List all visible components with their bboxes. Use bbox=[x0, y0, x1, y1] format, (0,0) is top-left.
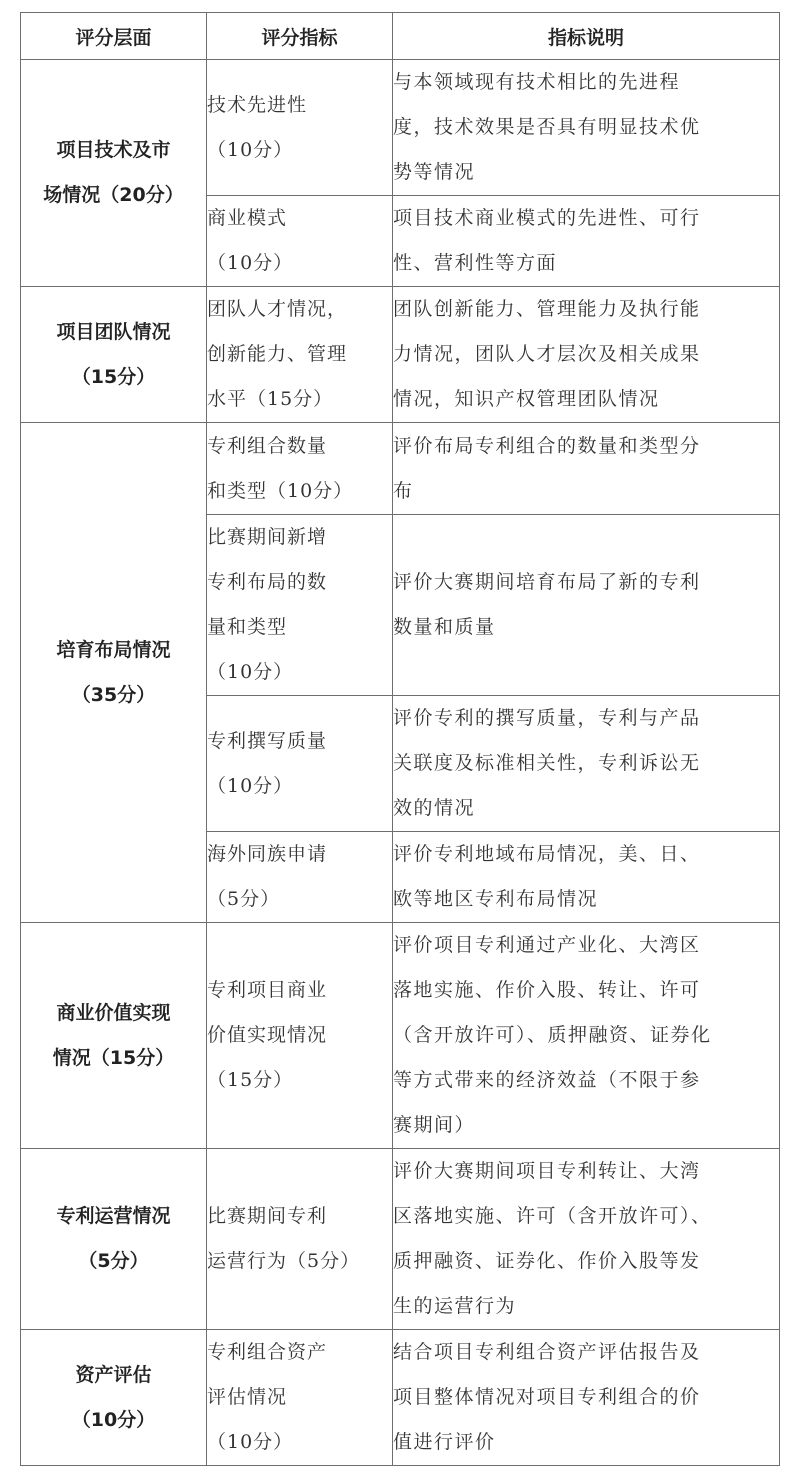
metric-description-text: 关联度及标准相关性，专利诉讼无 bbox=[393, 752, 701, 774]
scoring-metric-text: （10分） bbox=[207, 138, 294, 161]
metric-description-text: 效的情况 bbox=[393, 797, 476, 819]
metric-description-text: 布 bbox=[393, 479, 414, 502]
table-row bbox=[21, 287, 780, 423]
metric-description-text: 情况，知识产权管理团队情况 bbox=[393, 388, 660, 410]
header-row bbox=[21, 13, 780, 60]
scoring-metric-cell bbox=[207, 696, 393, 832]
scoring-level-cell bbox=[21, 923, 207, 1149]
table-row bbox=[21, 923, 780, 1149]
scoring-metric-text: 创新能力、管理 bbox=[207, 343, 348, 365]
header-description: 指标说明 bbox=[393, 13, 780, 60]
scoring-level-cell bbox=[21, 1149, 207, 1330]
scoring-metric-text: （10分） bbox=[207, 661, 294, 683]
scoring-metric-cell bbox=[207, 423, 393, 515]
scoring-criteria-table bbox=[20, 12, 780, 1466]
metric-description-cell bbox=[393, 923, 780, 1149]
metric-description-cell bbox=[393, 196, 780, 287]
scoring-metric-cell bbox=[207, 1149, 393, 1330]
metric-description-text: 力情况，团队人才层次及相关成果 bbox=[393, 343, 701, 365]
scoring-metric-text: 专利撰写质量 bbox=[207, 729, 328, 752]
scoring-metric-text: 评估情况 bbox=[207, 1386, 288, 1408]
scoring-level-text: 资产评估 bbox=[75, 1363, 152, 1386]
scoring-metric-text: （10分） bbox=[207, 774, 294, 797]
metric-description-text: 评价大赛期间培育布局了新的专利 bbox=[393, 571, 701, 593]
scoring-metric-text: 价值实现情况 bbox=[207, 1024, 328, 1046]
metric-description-text: 度，技术效果是否具有明显技术优 bbox=[393, 116, 701, 138]
metric-description-cell bbox=[393, 1330, 780, 1466]
scoring-level-text: 项目技术及市 bbox=[56, 139, 171, 161]
header-level: 评分层面 bbox=[21, 13, 207, 60]
scoring-metric-cell bbox=[207, 1330, 393, 1466]
metric-description-text: 区落地实施、许可（含开放许可）、 bbox=[393, 1205, 712, 1227]
scoring-level-text: （5分） bbox=[78, 1250, 149, 1272]
scoring-level-text: 培育布局情况 bbox=[56, 638, 171, 661]
metric-description-text: 评价专利地域布局情况，美、日、 bbox=[393, 843, 701, 865]
metric-description-cell bbox=[393, 60, 780, 196]
metric-description-cell bbox=[393, 1149, 780, 1330]
scoring-level-text: 专利运营情况 bbox=[56, 1205, 171, 1227]
scoring-metric-text: （5分） bbox=[207, 888, 281, 910]
scoring-metric-cell bbox=[207, 60, 393, 196]
scoring-metric-text: （10分） bbox=[207, 252, 294, 274]
metric-description-text: 评价大赛期间项目专利转让、大湾 bbox=[393, 1160, 701, 1182]
metric-description-text: 等方式带来的经济效益（不限于参 bbox=[393, 1069, 701, 1091]
scoring-level-cell bbox=[21, 287, 207, 423]
scoring-level-text: 商业价值实现 bbox=[56, 1001, 171, 1024]
scoring-level-cell bbox=[21, 423, 207, 923]
scoring-metric-text: 运营行为（5分） bbox=[207, 1250, 361, 1272]
table-row bbox=[21, 1149, 780, 1330]
metric-description-text: 落地实施、作价入股、转让、许可 bbox=[393, 979, 701, 1001]
scoring-level-cell bbox=[21, 60, 207, 287]
metric-description-text: 团队创新能力、管理能力及执行能 bbox=[393, 298, 701, 320]
table-body bbox=[21, 60, 780, 1466]
metric-description-text: 与本领域现有技术相比的先进程 bbox=[393, 71, 681, 93]
table-row bbox=[21, 60, 780, 196]
scoring-metric-text: 商业模式 bbox=[207, 207, 288, 229]
metric-description-text: 评价专利的撰写质量，专利与产品 bbox=[393, 707, 701, 729]
metric-description-text: 项目整体情况对项目专利组合的价 bbox=[393, 1386, 701, 1408]
metric-description-text: 项目技术商业模式的先进性、可行 bbox=[393, 207, 701, 229]
scoring-metric-text: 团队人才情况， bbox=[207, 298, 348, 320]
metric-description-cell bbox=[393, 832, 780, 923]
metric-description-text: 数量和质量 bbox=[393, 616, 496, 638]
metric-description-cell bbox=[393, 515, 780, 696]
metric-description-text: 欧等地区专利布局情况 bbox=[393, 888, 599, 910]
metric-description-text: 性、营利性等方面 bbox=[393, 252, 558, 274]
metric-description-text: 赛期间） bbox=[393, 1114, 476, 1136]
scoring-level-text: 情况（15分） bbox=[52, 1046, 175, 1069]
scoring-level-text: 项目团队情况 bbox=[56, 320, 171, 343]
header-metric: 评分指标 bbox=[207, 13, 393, 60]
scoring-metric-text: 量和类型 bbox=[207, 616, 288, 638]
scoring-level-text: 场情况（20分） bbox=[43, 184, 184, 206]
scoring-metric-cell bbox=[207, 196, 393, 287]
scoring-level-cell bbox=[21, 1330, 207, 1466]
metric-description-cell bbox=[393, 696, 780, 832]
metric-description-cell bbox=[393, 287, 780, 423]
scoring-metric-cell bbox=[207, 923, 393, 1149]
metric-description-text: 势等情况 bbox=[393, 161, 476, 183]
scoring-metric-text: 专利组合资产 bbox=[207, 1341, 328, 1363]
metric-description-text: （含开放许可）、质押融资、证券化 bbox=[393, 1024, 712, 1046]
metric-description-text: 生的运营行为 bbox=[393, 1295, 517, 1317]
scoring-metric-text: （15分） bbox=[207, 1069, 294, 1091]
scoring-metric-text: 水平（15分） bbox=[207, 388, 334, 410]
scoring-metric-text: 海外同族申请 bbox=[207, 843, 328, 865]
metric-description-text: 质押融资、证券化、作价入股等发 bbox=[393, 1250, 701, 1272]
scoring-metric-text: 和类型（10分） bbox=[207, 479, 354, 502]
metric-description-text: 值进行评价 bbox=[393, 1431, 496, 1453]
scoring-level-text: （15分） bbox=[71, 365, 156, 388]
table-row bbox=[21, 423, 780, 515]
scoring-metric-text: 专利项目商业 bbox=[207, 979, 328, 1001]
scoring-metric-text: 比赛期间新增 bbox=[207, 526, 328, 548]
scoring-metric-text: 技术先进性 bbox=[207, 93, 308, 116]
scoring-metric-text: 比赛期间专利 bbox=[207, 1205, 328, 1227]
table-row bbox=[21, 1330, 780, 1466]
scoring-metric-cell bbox=[207, 287, 393, 423]
metric-description-text: 结合项目专利组合资产评估报告及 bbox=[393, 1341, 701, 1363]
scoring-metric-text: 专利组合数量 bbox=[207, 434, 328, 457]
scoring-metric-text: （10分） bbox=[207, 1431, 294, 1453]
scoring-metric-text: 专利布局的数 bbox=[207, 571, 328, 593]
scoring-level-text: （10分） bbox=[71, 1408, 156, 1431]
scoring-metric-cell bbox=[207, 832, 393, 923]
metric-description-cell bbox=[393, 423, 780, 515]
metric-description-text: 评价项目专利通过产业化、大湾区 bbox=[393, 934, 701, 956]
metric-description-text: 评价布局专利组合的数量和类型分 bbox=[393, 434, 701, 457]
scoring-metric-cell bbox=[207, 515, 393, 696]
scoring-level-text: （35分） bbox=[71, 683, 156, 706]
